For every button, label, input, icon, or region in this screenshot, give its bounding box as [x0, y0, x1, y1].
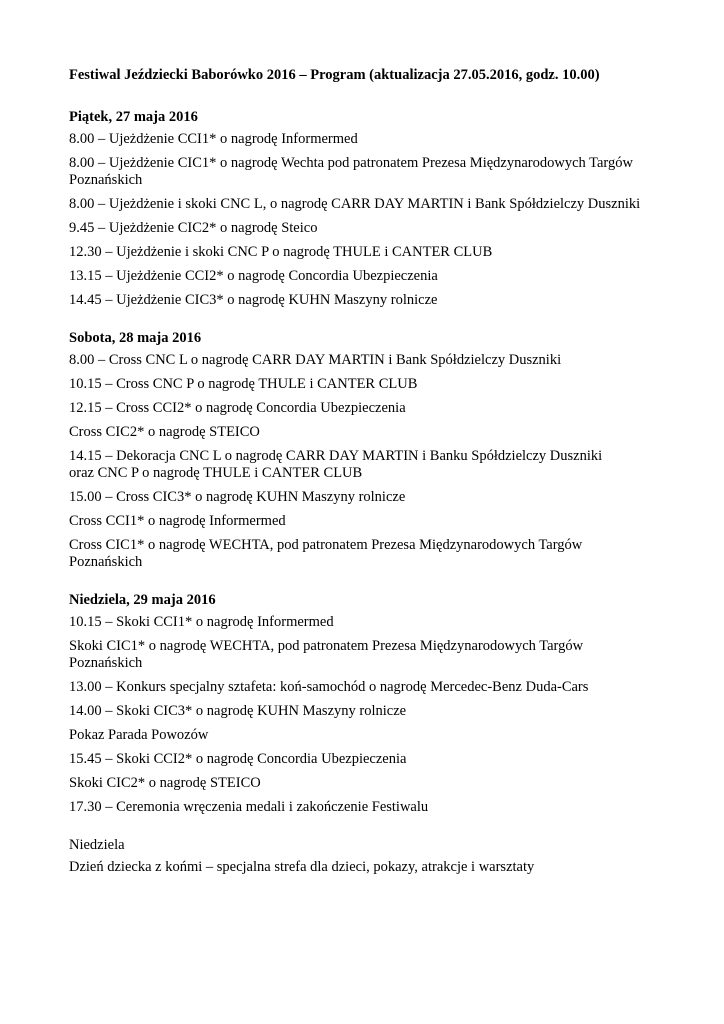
- document-page: [69, 66, 669, 896]
- day-section-friday: [69, 108, 669, 309]
- program-item: [69, 131, 669, 148]
- program-item-text: 10.15 – Skoki CCI1* o nagrodę Informermed: [69, 614, 334, 630]
- program-item-text: Dzień dziecka z końmi – specjalna strefa dla dzieci, pokazy, atrakcje i warsztaty: [69, 859, 535, 875]
- program-item: [69, 268, 669, 285]
- program-item: [69, 537, 669, 571]
- program-item-text-continued: Poznańskich: [69, 554, 143, 570]
- program-item: [69, 352, 669, 369]
- program-item: [69, 489, 669, 506]
- program-item: [69, 424, 669, 441]
- program-item: [69, 400, 669, 417]
- program-item-text: 13.15 – Ujeżdżenie CCI2* o nagrodę Concordia Ubezpieczenia: [69, 268, 438, 284]
- program-item-text-continued: Poznańskich: [69, 172, 143, 188]
- program-item: [69, 448, 669, 482]
- program-item: [69, 292, 669, 309]
- program-item-text: Cross CIC1* o nagrodę WECHTA, pod patronatem Prezesa Międzynarodowych Targów: [69, 537, 583, 553]
- program-item-text: Cross CIC2* o nagrodę STEICO: [69, 424, 260, 440]
- program-item-text: 9.45 – Ujeżdżenie CIC2* o nagrodę Steico: [69, 220, 318, 236]
- program-item-text: Pokaz Parada Powozów: [69, 727, 209, 743]
- program-item: [69, 614, 669, 631]
- program-item: [69, 799, 669, 816]
- program-item: [69, 220, 669, 237]
- program-item-text: 8.00 – Ujeżdżenie CCI1* o nagrodę Informermed: [69, 131, 358, 147]
- program-item: [69, 679, 669, 696]
- program-item: [69, 376, 669, 393]
- program-item-text: 8.00 – Ujeżdżenie CIC1* o nagrodę Wechta pod patronatem Prezesa Międzynarodowych Targów: [69, 155, 633, 171]
- day-section-saturday: [69, 329, 669, 571]
- program-item-text-continued: Poznańskich: [69, 655, 143, 671]
- program-item-text: 8.00 – Ujeżdżenie i skoki CNC L, o nagrodę CARR DAY MARTIN i Bank Spółdzielczy Duszniki: [69, 196, 641, 212]
- day-section-sunday: [69, 591, 669, 816]
- program-item: [69, 244, 669, 261]
- day-heading: Niedziela, 29 maja 2016: [69, 592, 216, 608]
- program-item-text: 12.30 – Ujeżdżenie i skoki CNC P o nagrodę THULE i CANTER CLUB: [69, 244, 493, 260]
- program-item-text: 13.00 – Konkurs specjalny sztafeta: koń-samochód o nagrodę Mercedec-Benz Duda-Cars: [69, 679, 589, 695]
- program-item-text: 14.15 – Dekoracja CNC L o nagrodę CARR DAY MARTIN i Banku Spółdzielczy Duszniki: [69, 448, 603, 464]
- document-title: Festiwal Jeździecki Baborówko 2016 – Program (aktualizacja 27.05.2016, godz. 10.00): [69, 67, 600, 83]
- program-item-text: 15.00 – Cross CIC3* o nagrodę KUHN Maszyny rolnicze: [69, 489, 406, 505]
- day-heading: Piątek, 27 maja 2016: [69, 109, 198, 125]
- program-item-text-continued: oraz CNC P o nagrodę THULE i CANTER CLUB: [69, 465, 363, 481]
- program-item-text: Skoki CIC1* o nagrodę WECHTA, pod patronatem Prezesa Międzynarodowych Targów: [69, 638, 584, 654]
- program-item-text: 14.45 – Ujeżdżenie CIC3* o nagrodę KUHN Maszyny rolnicze: [69, 292, 438, 308]
- program-item-text: 12.15 – Cross CCI2* o nagrodę Concordia Ubezpieczenia: [69, 400, 406, 416]
- program-item: [69, 751, 669, 768]
- program-item: [69, 775, 669, 792]
- program-item-text: Skoki CIC2* o nagrodę STEICO: [69, 775, 261, 791]
- program-item: [69, 703, 669, 720]
- extra-heading: Niedziela: [69, 837, 125, 853]
- program-item: [69, 196, 669, 213]
- extra-section: [69, 836, 669, 876]
- program-item: [69, 155, 669, 189]
- program-item-text: 10.15 – Cross CNC P o nagrodę THULE i CANTER CLUB: [69, 376, 418, 392]
- program-item: [69, 859, 669, 876]
- program-item-text: 8.00 – Cross CNC L o nagrodę CARR DAY MARTIN i Bank Spółdzielczy Duszniki: [69, 352, 562, 368]
- program-item-text: 17.30 – Ceremonia wręczenia medali i zakończenie Festiwalu: [69, 799, 429, 815]
- program-item: [69, 638, 669, 672]
- day-heading: Sobota, 28 maja 2016: [69, 330, 202, 346]
- program-item-text: 14.00 – Skoki CIC3* o nagrodę KUHN Maszyny rolnicze: [69, 703, 407, 719]
- program-item-text: 15.45 – Skoki CCI2* o nagrodę Concordia Ubezpieczenia: [69, 751, 407, 767]
- program-item: [69, 727, 669, 744]
- program-item-text: Cross CCI1* o nagrodę Informermed: [69, 513, 286, 529]
- program-item: [69, 513, 669, 530]
